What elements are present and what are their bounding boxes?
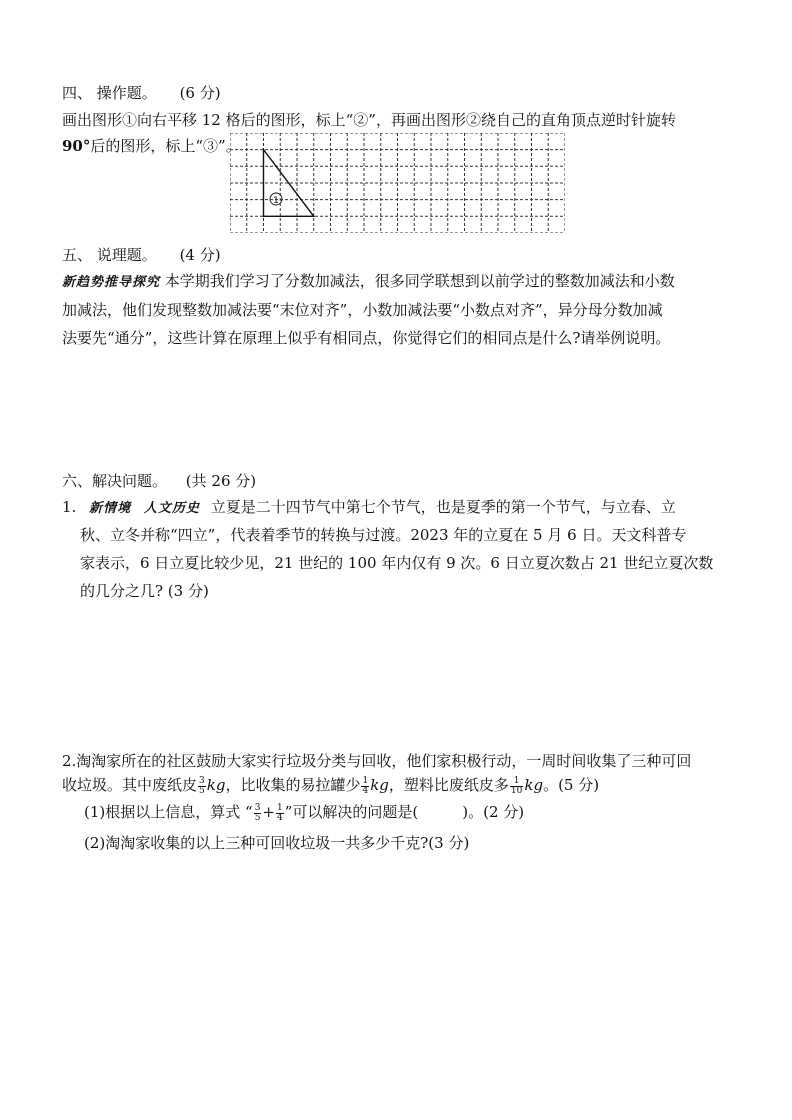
frac1-den: 5 bbox=[199, 785, 205, 796]
q1-line1 bbox=[62, 496, 676, 520]
frac2-num: 1 bbox=[362, 775, 369, 786]
section4-score: (6 分) bbox=[179, 84, 221, 102]
q2-sub1-c: )。(2 分) bbox=[462, 803, 525, 821]
plus-sign: + bbox=[262, 803, 275, 821]
expr-frac2-num: 1 bbox=[277, 802, 283, 813]
figure-label: 1 bbox=[273, 196, 279, 206]
rotation-angle: 90° bbox=[62, 137, 91, 155]
q1-tag1: 新情境 bbox=[89, 501, 132, 516]
unit-kg-2: kg bbox=[370, 776, 389, 794]
fraction-one-tenth bbox=[510, 777, 523, 796]
section6-score: (共 26 分) bbox=[185, 472, 257, 490]
q2-sub1-b: ”可以解决的问题是( bbox=[284, 803, 419, 821]
q2-line2-a: 收垃圾。其中废纸皮 bbox=[62, 776, 198, 794]
section6-heading bbox=[62, 470, 256, 492]
frac3-num: 1 bbox=[510, 777, 523, 787]
q1-line2: 秋、立冬并称“四立”，代表着季节的转换与过渡。2023 年的立夏在 5 月 6 日。天文科普专 bbox=[80, 526, 687, 544]
q2-line2-c: ，塑料比废纸皮多 bbox=[388, 776, 509, 794]
frac3-den: 10 bbox=[510, 785, 523, 796]
q2-line2-d: 。(5 分) bbox=[543, 776, 600, 794]
expr-fraction-three-fifths bbox=[254, 804, 262, 823]
section5-tag: 新趋势推导探究 bbox=[62, 275, 161, 290]
q1-line1-text: 立夏是二十四节气中第七个节气，也是夏季的第一个节气，与立春、立 bbox=[210, 498, 676, 516]
fraction-three-fifths bbox=[198, 777, 206, 796]
section5-line3: 法要先“通分”，这些计算在原理上似乎有相同点，你觉得它们的相同点是什么?请举例说明。 bbox=[62, 329, 671, 347]
section5-heading bbox=[62, 244, 221, 266]
section4-heading bbox=[62, 82, 221, 104]
q2-line2 bbox=[62, 774, 599, 796]
expr-fraction-one-fourth bbox=[276, 804, 284, 823]
section4-line2-text: 后的图形，标上“③”。 bbox=[90, 137, 241, 155]
q2-sub1-a: (1)根据以上信息，算式 “ bbox=[84, 803, 253, 821]
grid-lines bbox=[230, 133, 565, 233]
expr-frac2-den: 4 bbox=[277, 812, 283, 823]
q2-line2-b: ，比收集的易拉罐少 bbox=[225, 776, 361, 794]
section6-title: 六、解决问题。 bbox=[62, 472, 168, 490]
q2-line1: 2.淘淘家所在的社区鼓励大家实行垃圾分类与回收，他们家积极行动，一周时间收集了三种可回 bbox=[62, 752, 692, 770]
section5-line2: 加减法，他们发现整数加减法要“末位对齐”，小数加减法要“小数点对齐”，异分母分数加减 bbox=[62, 301, 663, 319]
grid-figure bbox=[230, 133, 565, 233]
section5-line1-text: 本学期我们学习了分数加减法，很多同学联想到以前学过的整数加减法和小数 bbox=[164, 272, 675, 290]
frac2-den: 4 bbox=[362, 785, 369, 796]
section5-score: (4 分) bbox=[179, 246, 221, 264]
fraction-one-fourth bbox=[361, 777, 369, 796]
q2-sub1 bbox=[84, 801, 524, 823]
unit-kg-1: kg bbox=[206, 776, 226, 794]
expr-frac1-num: 3 bbox=[254, 802, 261, 813]
q1-number: 1. bbox=[62, 498, 77, 516]
expr-frac1-den: 5 bbox=[254, 812, 261, 823]
q1-line4: 的几分之几? (3 分) bbox=[80, 582, 209, 600]
section5-line1 bbox=[62, 270, 675, 294]
section4-line1: 画出图形①向右平移 12 格后的图形，标上“②”，再画出图形②绕自己的直角顶点逆时针旋转 bbox=[62, 111, 676, 129]
section5-title: 五、 说理题。 bbox=[62, 246, 157, 264]
q2-sub2: (2)淘淘家收集的以上三种可回收垃圾一共多少千克?(3 分) bbox=[84, 834, 470, 852]
section4-title: 四、 操作题。 bbox=[62, 84, 157, 102]
section4-line2 bbox=[62, 135, 241, 157]
unit-kg-3: kg bbox=[524, 776, 544, 794]
q1-tag2: 人文历史 bbox=[143, 501, 200, 516]
q1-line3: 家表示，6 日立夏比较少见，21 世纪的 100 年内仅有 9 次。6 日立夏次数占 21 世纪立夏次数 bbox=[80, 554, 714, 572]
frac1-num: 3 bbox=[199, 775, 205, 786]
